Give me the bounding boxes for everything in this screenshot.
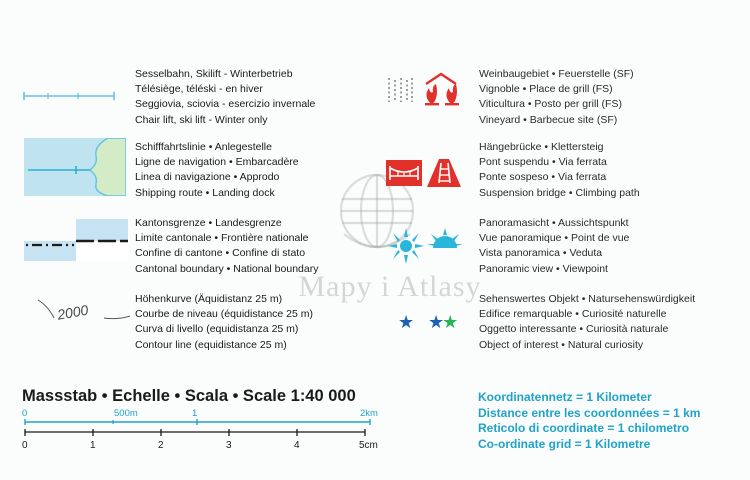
legend-line: Courbe de niveau (équidistance 25 m) (135, 308, 314, 321)
legend-line: Vue panoramique • Point de vue (479, 232, 630, 245)
grid-note-line: Distance entre les coordonnées = 1 km (478, 405, 701, 420)
object-of-interest-star-icon: ★ (398, 312, 415, 332)
legend-vineyard-text (479, 67, 634, 128)
scale-cm-label-3: 3 (226, 440, 232, 451)
legend-line: Ligne de navigation • Embarcadère (135, 156, 299, 169)
legend-line: Weinbaugebiet • Feuerstelle (SF) (479, 68, 634, 80)
legend-line: Seggiovia, sciovia - esercizio invernale (135, 98, 316, 111)
suspension-bridge-symbol-icon (386, 160, 422, 186)
legend-line: Vineyard • Barbecue site (SF) (479, 113, 618, 126)
scale-cm-label-5cm: 5cm (359, 440, 378, 451)
via-ferrata-symbol-icon (427, 157, 461, 187)
scale-cm-label-1: 1 (90, 440, 96, 451)
scale-title: Massstab • Echelle • Scala • Scale 1:40 000 (22, 387, 356, 405)
contour-value-label: 2000 (56, 301, 90, 323)
legend-line: Télésiège, téléski - en hiver (135, 83, 263, 96)
grid-note-line: Koordinatennetz = 1 Kilometer (478, 390, 652, 404)
scale-km-label-1: 1 (192, 408, 198, 419)
chairlift-symbol-icon (22, 90, 116, 102)
legend-line: Vista panoramica • Veduta (479, 247, 603, 260)
scale-cm-label-2: 2 (158, 440, 164, 451)
legend-line: Panoramasicht • Aussichtspunkt (479, 217, 629, 229)
natural-curiosity-stars-icon: ★★ (428, 312, 457, 332)
boundary-symbol-icon (24, 219, 128, 261)
legend-line: Curva di livello (equidistanza 25 m) (135, 323, 299, 336)
legend-contour-text (135, 292, 313, 353)
scale-km-label-500m: 500m (114, 408, 138, 419)
legend-line: Shipping route • Landing dock (135, 186, 275, 199)
legend-line: Linea di navigazione • Approdo (135, 171, 280, 184)
viewpoint-symbol-icon (427, 228, 463, 250)
legend-line: Suspension bridge • Climbing path (479, 186, 640, 199)
legend-chairlift-text (135, 67, 315, 128)
legend-line: Sesselbahn, Skilift - Winterbetrieb (135, 68, 293, 80)
legend-line: Oggetto interessante • Curiosità naturale (479, 323, 669, 336)
legend-line: Limite cantonale • Frontière nationale (135, 232, 309, 245)
legend-line: Höhenkurve (Äquidistanz 25 m) (135, 293, 283, 305)
legend-line: Pont suspendu • Via ferrata (479, 156, 607, 169)
legend-line: Schifffahrtslinie • Anlegestelle (135, 141, 272, 153)
legend-line: Panoramic view • Viewpoint (479, 262, 608, 275)
legend-line: Kantonsgrenze • Landesgrenze (135, 217, 282, 229)
legend-boundary-text (135, 216, 318, 277)
grid-note-line: Reticolo di coordinate = 1 chilometro (478, 421, 690, 436)
legend-interest-text (479, 292, 695, 353)
legend-bridge-text (479, 140, 640, 201)
panoramic-view-symbol-icon (386, 228, 426, 264)
legend-line: Vignoble • Place de grill (FS) (479, 83, 613, 96)
legend-panorama-text (479, 216, 629, 277)
shipping-route-symbol-icon (24, 138, 126, 196)
coordinate-grid-note (478, 390, 700, 452)
legend-line: Viticultura • Posto per grill (FS) (479, 98, 622, 111)
legend-line: Hängebrücke • Klettersteig (479, 141, 604, 153)
legend-line: Object of interest • Natural curiosity (479, 338, 644, 351)
legend-line: Edifice remarquable • Curiosité naturelle (479, 308, 667, 321)
scale-km-label-0: 0 (22, 408, 28, 419)
legend-line: Contour line (equidistance 25 m) (135, 338, 287, 351)
legend-line: Cantonal boundary • National boundary (135, 262, 319, 275)
scale-cm-label-4: 4 (294, 440, 300, 451)
legend-line: Chair lift, ski lift - Winter only (135, 113, 268, 126)
vineyard-symbol-icon (386, 76, 414, 104)
legend-line: Sehenswertes Objekt • Natursehenswürdigkeit (479, 293, 696, 305)
watermark-text: Mapy i Atlasy (298, 270, 482, 303)
grid-note-line: Co-ordinate grid = 1 Kilometre (478, 436, 651, 451)
scale-km-label-2km: 2km (360, 408, 378, 419)
barbecue-site-symbol-icon (418, 70, 464, 108)
legend-shipping-text (135, 140, 299, 201)
scale-bar-icon (20, 419, 372, 445)
legend-line: Confine di cantone • Confine di stato (135, 247, 306, 260)
scale-cm-label-0: 0 (22, 440, 28, 451)
legend-line: Ponte sospeso • Via ferrata (479, 171, 607, 184)
